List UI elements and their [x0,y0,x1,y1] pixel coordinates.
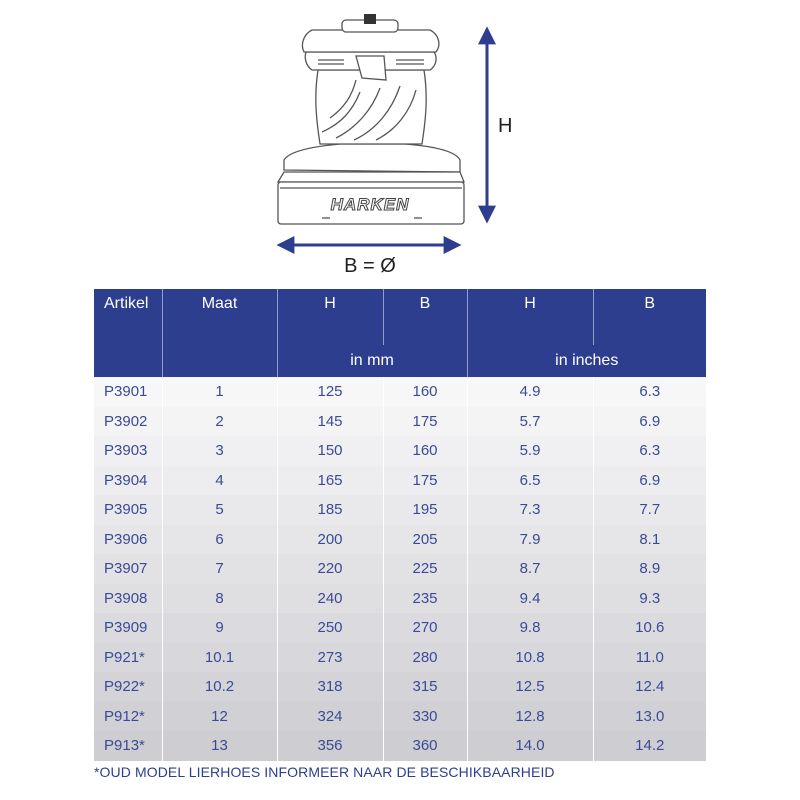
cell-h-mm: 145 [277,407,383,437]
unit-inches-label: in inches [467,345,706,377]
col-header-b-inch: B [593,289,706,345]
cell-b-mm: 160 [383,377,467,407]
cell-maat: 9 [162,613,277,643]
col-header-h-mm: H [277,289,383,345]
cell-h-inch: 5.9 [467,436,593,466]
cell-b-inch: 6.9 [639,471,661,489]
table-row [94,554,706,584]
cell-artikel: P3904 [94,466,162,496]
cell-h-mm: 356 [277,731,383,761]
cell-h-mm: 185 [277,495,383,525]
cell-h-inch: 6.5 [467,466,593,496]
table-row [94,731,706,761]
cell-b-mm: 195 [383,495,467,525]
cell-b-inch: 13.0 [635,707,665,725]
cell-b-mm: 225 [383,554,467,584]
cell-artikel: P913* [94,731,162,761]
cell-h-inch: 9.4 [467,584,593,614]
winch-icon [278,14,464,224]
cell-maat: 10.2 [162,672,277,702]
winch-drawing [0,0,800,290]
cell-h-mm: 240 [277,584,383,614]
table-row [94,377,706,407]
cell-artikel: P3902 [94,407,162,437]
cell-maat: 1 [162,377,277,407]
cell-artikel: P3903 [94,436,162,466]
cell-b-inch: 8.9 [639,560,661,578]
cell-h-mm: 250 [277,613,383,643]
cell-h-mm: 200 [277,525,383,555]
col-header-b-mm: B [383,289,467,345]
table-row [94,436,706,466]
cell-b-mm: 175 [383,407,467,437]
cell-b-mm: 330 [383,702,467,732]
cell-h-mm: 273 [277,643,383,673]
col-header-h-inch: H [467,289,593,345]
cell-maat: 13 [162,731,277,761]
cell-artikel: P3908 [94,584,162,614]
cell-b-mm: 175 [383,466,467,496]
col-header-artikel: Artikel [94,289,162,377]
cell-b-inch: 6.3 [639,442,661,460]
cell-b-mm: 315 [383,672,467,702]
cell-h-inch: 5.7 [467,407,593,437]
cell-maat: 10.1 [162,643,277,673]
cell-h-mm: 150 [277,436,383,466]
cell-h-mm: 318 [277,672,383,702]
cell-maat: 6 [162,525,277,555]
cell-h-inch: 9.8 [467,613,593,643]
cell-b-inch: 11.0 [635,648,664,666]
cell-maat: 12 [162,702,277,732]
table-row [94,584,706,614]
cell-artikel: P3901 [94,377,162,407]
cell-h-mm: 125 [277,377,383,407]
cell-b-mm: 235 [383,584,467,614]
cell-h-mm: 165 [277,466,383,496]
height-label: H [498,115,513,137]
cell-h-inch: 4.9 [467,377,593,407]
table-row [94,702,706,732]
cell-b-mm: 205 [383,525,467,555]
cell-h-inch: 12.5 [467,672,593,702]
cell-b-inch: 6.9 [639,412,661,430]
cell-b-inch: 8.1 [639,530,661,548]
cell-maat: 4 [162,466,277,496]
unit-mm-label: in mm [277,345,467,377]
cell-h-mm: 324 [277,702,383,732]
cell-h-inch: 10.8 [467,643,593,673]
cell-artikel: P922* [94,672,162,702]
unit-blank [162,345,277,377]
cell-h-inch: 8.7 [467,554,593,584]
cell-maat: 5 [162,495,277,525]
table-row [94,613,706,643]
cell-b-inch: 9.3 [639,589,661,607]
table-row [94,407,706,437]
col-header-maat: Maat [162,289,277,345]
table-row [94,466,706,496]
table-row [94,643,706,673]
cell-artikel: P921* [94,643,162,673]
cell-artikel: P3907 [94,554,162,584]
cell-b-mm: 160 [383,436,467,466]
cell-maat: 2 [162,407,277,437]
cell-b-inch: 12.4 [635,678,665,696]
cell-b-inch: 7.7 [639,501,661,519]
cell-h-inch: 12.8 [467,702,593,732]
cell-h-mm: 220 [277,554,383,584]
table-body [94,377,706,761]
cell-b-mm: 280 [383,643,467,673]
cell-artikel: P3909 [94,613,162,643]
cell-artikel: P912* [94,702,162,732]
cell-maat: 3 [162,436,277,466]
width-label: B = Ø [344,255,396,277]
spec-table [94,289,706,761]
cell-h-inch: 14.0 [467,731,593,761]
cell-maat: 8 [162,584,277,614]
cell-b-inch: 6.3 [639,383,661,401]
cell-artikel: P3905 [94,495,162,525]
table-row [94,495,706,525]
cell-b-mm: 360 [383,731,467,761]
cell-h-inch: 7.9 [467,525,593,555]
table-row [94,525,706,555]
cell-artikel: P3906 [94,525,162,555]
table-row [94,672,706,702]
cell-b-inch: 10.6 [635,619,665,637]
cell-h-inch: 7.3 [467,495,593,525]
footnote: *OUD MODEL LIERHOES INFORMEER NAAR DE BESCHIKBAARHEID [94,764,555,780]
cell-maat: 7 [162,554,277,584]
brand-logo: HARKEN [330,195,410,214]
cell-b-inch: 14.2 [635,737,665,755]
cell-b-mm: 270 [383,613,467,643]
